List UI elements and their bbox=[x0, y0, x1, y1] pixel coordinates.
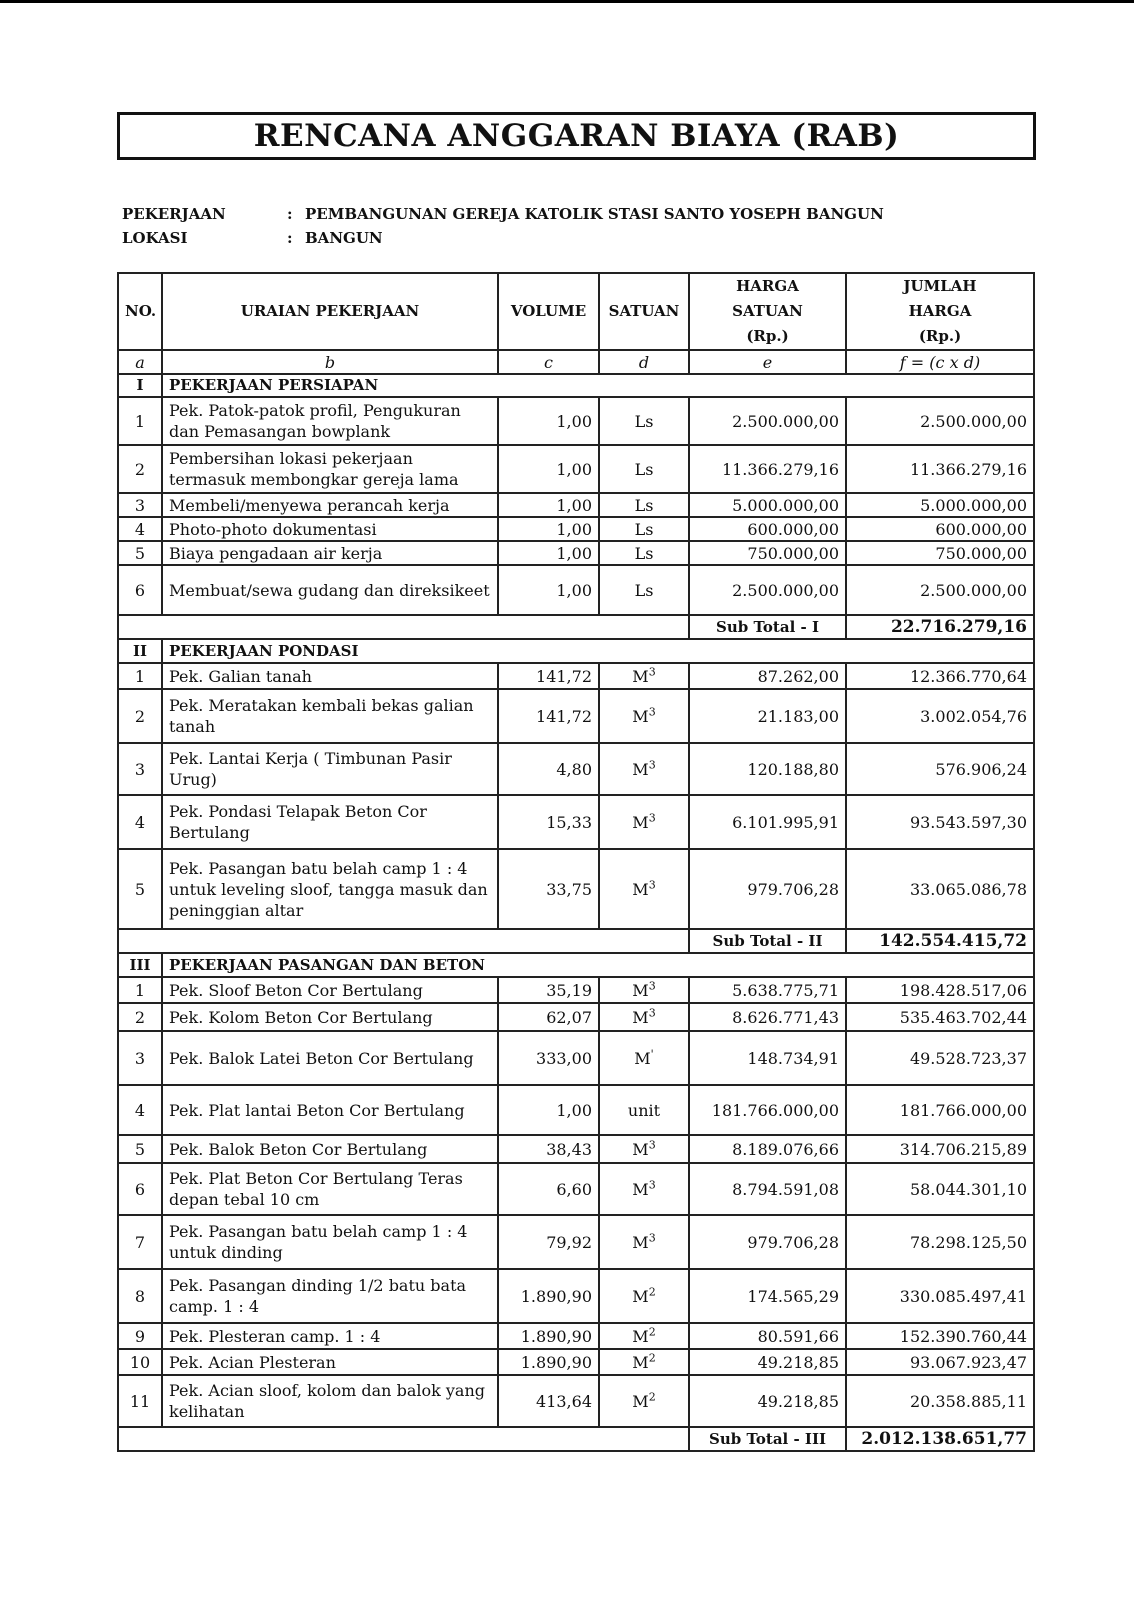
meta-colon: : bbox=[287, 205, 293, 223]
unit-label: M bbox=[632, 1139, 649, 1159]
item-volume: 38,43 bbox=[498, 1135, 599, 1163]
item-unit-price: 750.000,00 bbox=[689, 541, 846, 565]
item-no: 5 bbox=[118, 541, 162, 565]
item-no: 9 bbox=[118, 1323, 162, 1349]
meta-value: PEMBANGUNAN GEREJA KATOLIK STASI SANTO YOSEPH BANGUN bbox=[305, 205, 884, 223]
unit-label: unit bbox=[627, 1100, 661, 1120]
item-unit-price: 2.500.000,00 bbox=[689, 397, 846, 445]
page-title: RENCANA ANGGARAN BIAYA (RAB) bbox=[253, 118, 900, 154]
item-row bbox=[118, 1323, 1034, 1349]
item-total: 5.000.000,00 bbox=[846, 493, 1034, 517]
item-row bbox=[118, 689, 1034, 743]
item-unit bbox=[599, 1269, 689, 1323]
item-description: Pek. Pasangan dinding 1/2 batu bata camp. 1 : 4 bbox=[162, 1269, 498, 1323]
item-row bbox=[118, 977, 1034, 1003]
unit-superscript: 3 bbox=[648, 705, 656, 719]
unit-label: M bbox=[632, 759, 649, 779]
item-volume: 4,80 bbox=[498, 743, 599, 795]
item-description: Pek. Lantai Kerja ( Timbunan Pasir Urug) bbox=[162, 743, 498, 795]
item-no: 11 bbox=[118, 1375, 162, 1427]
meta-row-lokasi bbox=[122, 226, 884, 250]
unit-label: Ls bbox=[634, 543, 654, 563]
column-letter: a bbox=[118, 350, 162, 374]
item-total: 33.065.086,78 bbox=[846, 849, 1034, 929]
item-total: 2.500.000,00 bbox=[846, 565, 1034, 615]
subtotal-row bbox=[118, 929, 1034, 953]
header-uraian: URAIAN PEKERJAAN bbox=[162, 273, 498, 350]
item-description: Biaya pengadaan air kerja bbox=[162, 541, 498, 565]
item-row bbox=[118, 397, 1034, 445]
item-volume: 1,00 bbox=[498, 565, 599, 615]
item-no: 6 bbox=[118, 1163, 162, 1215]
item-no: 1 bbox=[118, 977, 162, 1003]
top-scan-edge bbox=[0, 0, 1134, 3]
unit-label: Ls bbox=[634, 519, 654, 539]
item-unit bbox=[599, 445, 689, 493]
item-unit bbox=[599, 795, 689, 849]
item-unit-price: 2.500.000,00 bbox=[689, 565, 846, 615]
unit-label: M bbox=[632, 879, 649, 899]
item-total: 58.044.301,10 bbox=[846, 1163, 1034, 1215]
item-total: 78.298.125,50 bbox=[846, 1215, 1034, 1269]
item-total: 330.085.497,41 bbox=[846, 1269, 1034, 1323]
item-no: 4 bbox=[118, 517, 162, 541]
unit-label: M bbox=[632, 1179, 649, 1199]
item-volume: 141,72 bbox=[498, 689, 599, 743]
item-row bbox=[118, 849, 1034, 929]
item-description: Pek. Acian sloof, kolom dan balok yang kelihatan bbox=[162, 1375, 498, 1427]
item-description: Pek. Patok-patok profil, Pengukuran dan Pemasangan bowplank bbox=[162, 397, 498, 445]
item-row bbox=[118, 663, 1034, 689]
unit-superscript: ' bbox=[650, 1047, 654, 1061]
item-no: 2 bbox=[118, 689, 162, 743]
item-volume: 6,60 bbox=[498, 1163, 599, 1215]
item-no: 8 bbox=[118, 1269, 162, 1323]
item-row bbox=[118, 1031, 1034, 1085]
section-title: PEKERJAAN PONDASI bbox=[162, 639, 1034, 663]
item-total: 314.706.215,89 bbox=[846, 1135, 1034, 1163]
unit-label: M bbox=[634, 1048, 651, 1068]
column-letter: f = (c x d) bbox=[846, 350, 1034, 374]
unit-label: M bbox=[632, 1286, 649, 1306]
item-total: 181.766.000,00 bbox=[846, 1085, 1034, 1135]
meta-label: PEKERJAAN bbox=[122, 205, 226, 223]
item-volume: 1,00 bbox=[498, 445, 599, 493]
meta-colon: : bbox=[287, 229, 293, 247]
unit-label: M bbox=[632, 1232, 649, 1252]
item-row bbox=[118, 517, 1034, 541]
header-harga-line: HARGA bbox=[736, 277, 799, 295]
item-row bbox=[118, 743, 1034, 795]
subtotal-value: 22.716.279,16 bbox=[846, 615, 1034, 639]
unit-superscript: 3 bbox=[648, 979, 656, 993]
item-unit-price: 87.262,00 bbox=[689, 663, 846, 689]
column-letter: d bbox=[599, 350, 689, 374]
item-unit-price: 8.189.076,66 bbox=[689, 1135, 846, 1163]
rab-table bbox=[117, 272, 1035, 1452]
item-volume: 33,75 bbox=[498, 849, 599, 929]
item-volume: 1.890,90 bbox=[498, 1323, 599, 1349]
item-unit-price: 5.638.775,71 bbox=[689, 977, 846, 1003]
item-total: 2.500.000,00 bbox=[846, 397, 1034, 445]
item-unit-price: 5.000.000,00 bbox=[689, 493, 846, 517]
item-total: 576.906,24 bbox=[846, 743, 1034, 795]
item-total: 93.543.597,30 bbox=[846, 795, 1034, 849]
unit-label: M bbox=[632, 812, 649, 832]
section-title: PEKERJAAN PERSIAPAN bbox=[162, 374, 1034, 397]
subtotal-value: 142.554.415,72 bbox=[846, 929, 1034, 953]
unit-superscript: 3 bbox=[648, 1178, 656, 1192]
item-row bbox=[118, 565, 1034, 615]
item-unit bbox=[599, 1215, 689, 1269]
subtotal-label: Sub Total - II bbox=[689, 929, 846, 953]
unit-label: M bbox=[632, 706, 649, 726]
item-volume: 35,19 bbox=[498, 977, 599, 1003]
item-no: 2 bbox=[118, 445, 162, 493]
item-no: 5 bbox=[118, 1135, 162, 1163]
item-row bbox=[118, 1003, 1034, 1031]
item-no: 4 bbox=[118, 795, 162, 849]
item-no: 5 bbox=[118, 849, 162, 929]
item-unit-price: 120.188,80 bbox=[689, 743, 846, 795]
item-unit-price: 11.366.279,16 bbox=[689, 445, 846, 493]
item-total: 198.428.517,06 bbox=[846, 977, 1034, 1003]
meta-row-pekerjaan bbox=[122, 202, 884, 226]
item-no: 7 bbox=[118, 1215, 162, 1269]
item-total: 49.528.723,37 bbox=[846, 1031, 1034, 1085]
item-volume: 413,64 bbox=[498, 1375, 599, 1427]
unit-label: M bbox=[632, 1007, 649, 1027]
header-jumlah-harga bbox=[846, 273, 1034, 350]
subtotal-label: Sub Total - I bbox=[689, 615, 846, 639]
item-total: 600.000,00 bbox=[846, 517, 1034, 541]
item-total: 3.002.054,76 bbox=[846, 689, 1034, 743]
unit-label: M bbox=[632, 666, 649, 686]
item-row bbox=[118, 541, 1034, 565]
item-description: Pek. Sloof Beton Cor Bertulang bbox=[162, 977, 498, 1003]
unit-superscript: 3 bbox=[648, 811, 656, 825]
item-row bbox=[118, 795, 1034, 849]
subtotal-blank bbox=[118, 615, 689, 639]
item-total: 11.366.279,16 bbox=[846, 445, 1034, 493]
item-unit-price: 979.706,28 bbox=[689, 1215, 846, 1269]
item-unit bbox=[599, 743, 689, 795]
item-no: 2 bbox=[118, 1003, 162, 1031]
item-unit-price: 600.000,00 bbox=[689, 517, 846, 541]
item-description: Pek. Balok Latei Beton Cor Bertulang bbox=[162, 1031, 498, 1085]
unit-superscript: 2 bbox=[648, 1390, 656, 1404]
item-volume: 1,00 bbox=[498, 493, 599, 517]
unit-superscript: 3 bbox=[648, 878, 656, 892]
header-harga-satuan bbox=[689, 273, 846, 350]
item-description: Pek. Pasangan batu belah camp 1 : 4 untuk leveling sloof, tangga masuk dan peninggian altar bbox=[162, 849, 498, 929]
item-unit-price: 21.183,00 bbox=[689, 689, 846, 743]
item-description: Pembersihan lokasi pekerjaan termasuk membongkar gereja lama bbox=[162, 445, 498, 493]
item-unit-price: 49.218,85 bbox=[689, 1349, 846, 1375]
column-letter: b bbox=[162, 350, 498, 374]
item-unit bbox=[599, 541, 689, 565]
subtotal-blank bbox=[118, 1427, 689, 1451]
unit-label: M bbox=[632, 980, 649, 1000]
section-row bbox=[118, 953, 1034, 977]
item-volume: 1.890,90 bbox=[498, 1269, 599, 1323]
rab-body bbox=[118, 374, 1034, 1451]
item-unit bbox=[599, 397, 689, 445]
item-description: Photo-photo dokumentasi bbox=[162, 517, 498, 541]
project-meta bbox=[122, 202, 884, 250]
meta-value: BANGUN bbox=[305, 229, 383, 247]
meta-label: LOKASI bbox=[122, 229, 188, 247]
item-no: 4 bbox=[118, 1085, 162, 1135]
item-no: 1 bbox=[118, 397, 162, 445]
item-unit bbox=[599, 1135, 689, 1163]
item-description: Pek. Pondasi Telapak Beton Cor Bertulang bbox=[162, 795, 498, 849]
item-row bbox=[118, 1085, 1034, 1135]
item-description: Pek. Plat lantai Beton Cor Bertulang bbox=[162, 1085, 498, 1135]
unit-label: M bbox=[632, 1326, 649, 1346]
item-row bbox=[118, 1215, 1034, 1269]
item-total: 12.366.770,64 bbox=[846, 663, 1034, 689]
item-unit bbox=[599, 517, 689, 541]
item-volume: 1,00 bbox=[498, 1085, 599, 1135]
item-no: 3 bbox=[118, 1031, 162, 1085]
header-jumlah-line: JUMLAH bbox=[903, 277, 977, 295]
item-unit bbox=[599, 565, 689, 615]
item-description: Pek. Pasangan batu belah camp 1 : 4 untuk dinding bbox=[162, 1215, 498, 1269]
item-unit-price: 8.626.771,43 bbox=[689, 1003, 846, 1031]
item-row bbox=[118, 1269, 1034, 1323]
item-unit bbox=[599, 689, 689, 743]
item-description: Pek. Meratakan kembali bekas galian tanah bbox=[162, 689, 498, 743]
item-description: Pek. Plesteran camp. 1 : 4 bbox=[162, 1323, 498, 1349]
item-unit-price: 174.565,29 bbox=[689, 1269, 846, 1323]
unit-superscript: 3 bbox=[648, 1231, 656, 1245]
item-row bbox=[118, 1375, 1034, 1427]
header-jumlah-line: HARGA bbox=[908, 302, 972, 320]
subtotal-blank bbox=[118, 929, 689, 953]
item-row bbox=[118, 1349, 1034, 1375]
item-description: Pek. Plat Beton Cor Bertulang Teras depan tebal 10 cm bbox=[162, 1163, 498, 1215]
unit-label: Ls bbox=[634, 580, 654, 600]
item-description: Pek. Balok Beton Cor Bertulang bbox=[162, 1135, 498, 1163]
item-unit bbox=[599, 1163, 689, 1215]
item-volume: 1,00 bbox=[498, 397, 599, 445]
unit-superscript: 3 bbox=[648, 1006, 656, 1020]
section-row bbox=[118, 374, 1034, 397]
section-row bbox=[118, 639, 1034, 663]
item-description: Pek. Galian tanah bbox=[162, 663, 498, 689]
header-harga-line: (Rp.) bbox=[746, 327, 789, 345]
header-volume: VOLUME bbox=[498, 273, 599, 350]
item-unit-price: 49.218,85 bbox=[689, 1375, 846, 1427]
subtotal-value: 2.012.138.651,77 bbox=[846, 1427, 1034, 1451]
item-description: Pek. Kolom Beton Cor Bertulang bbox=[162, 1003, 498, 1031]
item-description: Pek. Acian Plesteran bbox=[162, 1349, 498, 1375]
item-total: 20.358.885,11 bbox=[846, 1375, 1034, 1427]
item-total: 93.067.923,47 bbox=[846, 1349, 1034, 1375]
unit-superscript: 3 bbox=[648, 758, 656, 772]
item-row bbox=[118, 493, 1034, 517]
unit-superscript: 2 bbox=[648, 1351, 656, 1365]
item-volume: 1,00 bbox=[498, 517, 599, 541]
item-unit bbox=[599, 849, 689, 929]
item-unit-price: 148.734,91 bbox=[689, 1031, 846, 1085]
unit-label: Ls bbox=[634, 495, 654, 515]
item-no: 10 bbox=[118, 1349, 162, 1375]
column-letter: c bbox=[498, 350, 599, 374]
header-satuan: SATUAN bbox=[599, 273, 689, 350]
item-unit bbox=[599, 1003, 689, 1031]
item-volume: 1.890,90 bbox=[498, 1349, 599, 1375]
item-unit bbox=[599, 1085, 689, 1135]
unit-superscript: 3 bbox=[648, 1138, 656, 1152]
title-box bbox=[117, 112, 1036, 160]
item-row bbox=[118, 1163, 1034, 1215]
item-row bbox=[118, 1135, 1034, 1163]
item-unit bbox=[599, 1375, 689, 1427]
subtotal-row bbox=[118, 615, 1034, 639]
unit-superscript: 2 bbox=[648, 1325, 656, 1339]
section-number: II bbox=[118, 639, 162, 663]
item-unit-price: 181.766.000,00 bbox=[689, 1085, 846, 1135]
item-description: Membuat/sewa gudang dan direksikeet bbox=[162, 565, 498, 615]
item-unit bbox=[599, 1323, 689, 1349]
header-row bbox=[118, 273, 1034, 350]
item-volume: 62,07 bbox=[498, 1003, 599, 1031]
unit-label: Ls bbox=[634, 411, 654, 431]
item-unit bbox=[599, 663, 689, 689]
column-letter-row bbox=[118, 350, 1034, 374]
item-volume: 141,72 bbox=[498, 663, 599, 689]
item-no: 6 bbox=[118, 565, 162, 615]
item-description: Membeli/menyewa perancah kerja bbox=[162, 493, 498, 517]
section-title: PEKERJAAN PASANGAN DAN BETON bbox=[162, 953, 1034, 977]
item-volume: 1,00 bbox=[498, 541, 599, 565]
item-total: 750.000,00 bbox=[846, 541, 1034, 565]
item-no: 3 bbox=[118, 493, 162, 517]
section-number: I bbox=[118, 374, 162, 397]
item-unit-price: 8.794.591,08 bbox=[689, 1163, 846, 1215]
item-unit bbox=[599, 493, 689, 517]
unit-label: Ls bbox=[634, 459, 654, 479]
unit-label: M bbox=[632, 1352, 649, 1372]
item-no: 1 bbox=[118, 663, 162, 689]
item-volume: 333,00 bbox=[498, 1031, 599, 1085]
section-number: III bbox=[118, 953, 162, 977]
item-row bbox=[118, 445, 1034, 493]
item-unit-price: 6.101.995,91 bbox=[689, 795, 846, 849]
item-unit bbox=[599, 1349, 689, 1375]
item-volume: 15,33 bbox=[498, 795, 599, 849]
item-unit bbox=[599, 977, 689, 1003]
header-harga-line: SATUAN bbox=[732, 302, 803, 320]
unit-label: M bbox=[632, 1391, 649, 1411]
subtotal-row bbox=[118, 1427, 1034, 1451]
item-total: 152.390.760,44 bbox=[846, 1323, 1034, 1349]
column-letter: e bbox=[689, 350, 846, 374]
item-total: 535.463.702,44 bbox=[846, 1003, 1034, 1031]
unit-superscript: 3 bbox=[648, 665, 656, 679]
unit-superscript: 2 bbox=[648, 1285, 656, 1299]
item-unit bbox=[599, 1031, 689, 1085]
item-unit-price: 80.591,66 bbox=[689, 1323, 846, 1349]
item-no: 3 bbox=[118, 743, 162, 795]
subtotal-label: Sub Total - III bbox=[689, 1427, 846, 1451]
header-no: NO. bbox=[118, 273, 162, 350]
item-volume: 79,92 bbox=[498, 1215, 599, 1269]
item-unit-price: 979.706,28 bbox=[689, 849, 846, 929]
header-jumlah-line: (Rp.) bbox=[918, 327, 962, 345]
